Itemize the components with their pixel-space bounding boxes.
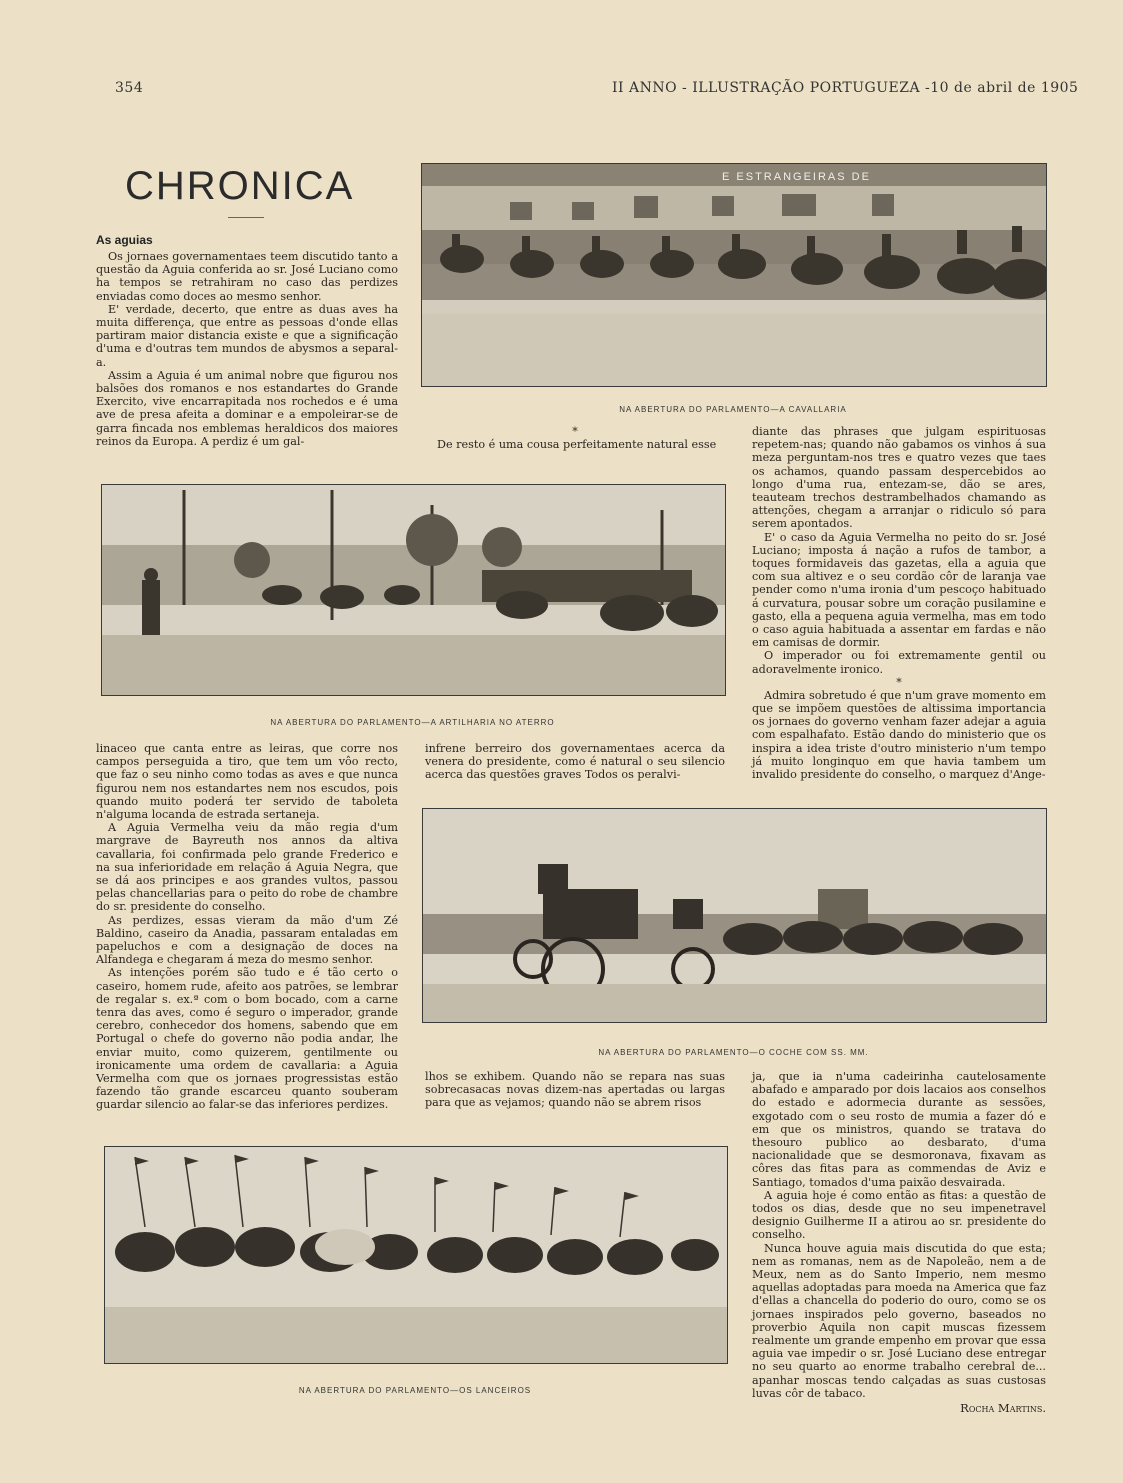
- page-number: 354: [115, 80, 144, 96]
- coach-illustration: [423, 809, 1046, 1022]
- artillery-illustration: [102, 485, 725, 695]
- paragraph: linaceo que canta entre as leiras, que corre nos campos perseguida a tiro, que tem um vôo recto, que faz o seu ninho como todas as aves e que nunca figurou nem nos estandartes nem nos escudos, pois quando muito poderá ter servido de taboleta n'alguma locanda de estrada sertaneja.: [96, 742, 398, 822]
- column-1-mid: [96, 742, 398, 1112]
- paragraph: diante das phrases que julgam espirituosas repetem-nas; quando não gabamos os vinhos á sua meza perguntam-nos tres e quatro vezes que taes os achamos, quando passam despercebidos ao longo d'uma rua, entezam-se, dão se ares, teauteam trechos destrambelhados chamando as attenções, chegam a arranjar o ridiculo só para serem apontados.: [752, 425, 1046, 531]
- column-1-top: [96, 250, 398, 448]
- photo-cavallaria: [421, 163, 1047, 387]
- section-heading: As aguias: [96, 233, 153, 247]
- caption-coche: NA ABERTURA DO PARLAMENTO—O COCHE COM SS. MM.: [598, 1048, 869, 1057]
- paragraph: As perdizes, essas vieram da mão d'um Zé Baldino, caseiro da Anadia, passaram entaladas em papeluchos e com a designação de doces na Alfandega e chegaram á meza do mesmo senhor.: [96, 913, 398, 967]
- photo-artilharia: [101, 484, 726, 696]
- column-2-top: [425, 425, 725, 451]
- column-3-low: [752, 1070, 1046, 1415]
- title-rule: [228, 217, 264, 218]
- paragraph: A aguia hoje é como então as fitas: a questão de todos os dias, desde que no seu impenetravel designio Guilherme II a atirou ao sr. presidente do conselho.: [752, 1188, 1046, 1242]
- lancers-illustration: [105, 1147, 727, 1363]
- paragraph: lhos se exhibem. Quando não se repara nas suas sobrecasacas novas dizem-nas apertadas ou largas para que as vejamos; quando não se abrem risos: [425, 1070, 725, 1110]
- paragraph: Admira sobretudo é que n'um grave momento em que se impõem questões de altissima importancia os jornaes do governo venham fazer adejar a aguia com espalhafato. Estão dando do ministerio que os inspira a idea triste d'outro ministerio n'um tempo já muito longinquo em que havia tambem um invalido presidente do conselho, o marquez d'Ange-: [752, 688, 1046, 782]
- running-head: II ANNO - ILLUSTRAÇÃO PORTUGUEZA -10 de abril de 1905: [612, 80, 1079, 96]
- column-2-mid: [425, 742, 725, 782]
- paragraph: Assim a Aguia é um animal nobre que figurou nos balsões dos romanos e nos estandartes do Grande Exercito, vive encarrapitada nos rochedos e é uma ave de presa afeita a dominar e a empoleirar-se de garra fincada nos emblemas heraldicos dos maiores reinos da Europa. A perdiz é um gal-: [96, 368, 398, 448]
- paragraph: ja, que ia n'uma cadeirinha cautelosamente abafado e amparado por dois lacaios aos conselhos do estado e adormecia durante as sessões, exgotado com o seu rosto de mumia a fazer dó e em que os ministros, quando se tratava do thesouro publico ao desbarato, d'uma nacionalidade que se desmoronava, fixavam as côres das fitas para as commendas de Aviz e Santiago, tomados d'uma paixão desvairada.: [752, 1070, 1046, 1189]
- paragraph: As intenções porém são tudo e é tão certo o caseiro, homem rude, afeito aos patrões, se lembrar de regalar s. ex.ª com o bom bocado, com a carne tenra das aves, como é seguro o imperador, grande cerebro, conhecedor dos homens, sabendo que em Portugal o chefe do governo não podia andar, lhe enviar muito, como quizerem, gentilmente ou ironicamente uma ordem de cavallaria: a Aguia Vermelha com que os jornaes progressistas estão fazendo tão grande escarceu quanto souberam guardar silencio ao falar-se das inferiores perdizes.: [96, 966, 398, 1112]
- section-star: *: [572, 425, 578, 438]
- paragraph: Os jornaes governamentaes teem discutido tanto a questão da Aguia conferida ao sr. José Luciano como ha tempos se retrahiram no caso das perdizes enviadas como doces ao mesmo senhor.: [96, 250, 398, 303]
- cavalry-illustration: [422, 164, 1046, 386]
- paragraph: E' o caso da Aguia Vermelha no peito do sr. José Luciano; imposta á nação a rufos de tambor, a toques formidaveis das gazetas, ella a aguia que com sua altivez e o seu cordão côr de laranja vae pender como n'uma ironia d'um pescoço habituado á curvatura, pousar sobre um coração pusilamine e gasto, ella a pequena aguia vermelha, mas em todo o caso aguia habituada a assentar em fardas e não em camisas de dormir.: [752, 530, 1046, 650]
- signature: Rocha Martins.: [960, 1401, 1046, 1416]
- building-sign: E ESTRANGEIRAS DE: [722, 171, 871, 183]
- paragraph: A Aguia Vermelha veiu da mão regia d'um margrave de Bayreuth nos annos da altiva cavallaria, foi confirmada pelo grande Frederico e na sua inferioridade em relação á Aguia Negra, que se dá aos principes e aos grandes vultos, passou pelas chancellarias para o peito do robe de chambre do sr. presidente do conselho.: [96, 821, 398, 914]
- column-2-low: [425, 1070, 725, 1110]
- paragraph: infrene berreiro dos governamentaes acerca da venera do presidente, como é natural o seu silencio acerca das questões graves Todos os peralvi-: [425, 742, 725, 782]
- paragraph: O imperador ou foi extremamente gentil ou adoravelmente ironico.: [752, 649, 1046, 676]
- photo-coche: [422, 808, 1047, 1023]
- column-3-top: [752, 425, 1046, 781]
- caption-lanceiros: NA ABERTURA DO PARLAMENTO—OS LANCEIROS: [298, 1386, 532, 1395]
- caption-artilharia: NA ABERTURA DO PARLAMENTO—A ARTILHARIA NO ATERRO: [270, 718, 555, 727]
- paragraph: Nunca houve aguia mais discutida do que esta; nem as romanas, nem as de Napoleão, nem a de Meux, nem as do Santo Imperio, nem mesmo aquellas adoptadas para moeda na America que faz d'ellas a chancella do poderio do ouro, como se os jornaes inspirados pelo governo, baseados no proverbio Aquila non capit muscas fizessem realmente um grande empenho em provar que essa aguia vae impedir o sr. José Luciano dese entregar no seu quarto ao enorme trabalho cerebral de... apanhar moscas tendo calçadas as suas custosas luvas côr de tabaco.: [752, 1241, 1046, 1400]
- page-title: CHRONICA: [125, 164, 355, 208]
- paragraph: E' verdade, decerto, que entre as duas aves ha muita differença, que entre as pessoas d'onde ellas partiram maior distancia existe e que a significação d'uma e d'outras tem mundos de abysmos a separal-a.: [96, 302, 398, 369]
- paragraph: De resto é uma cousa perfeitamente natural esse: [437, 438, 717, 451]
- caption-cavallaria: NA ABERTURA DO PARLAMENTO—A CAVALLARIA: [619, 405, 847, 414]
- section-star: *: [896, 675, 902, 689]
- photo-lanceiros: [104, 1146, 728, 1364]
